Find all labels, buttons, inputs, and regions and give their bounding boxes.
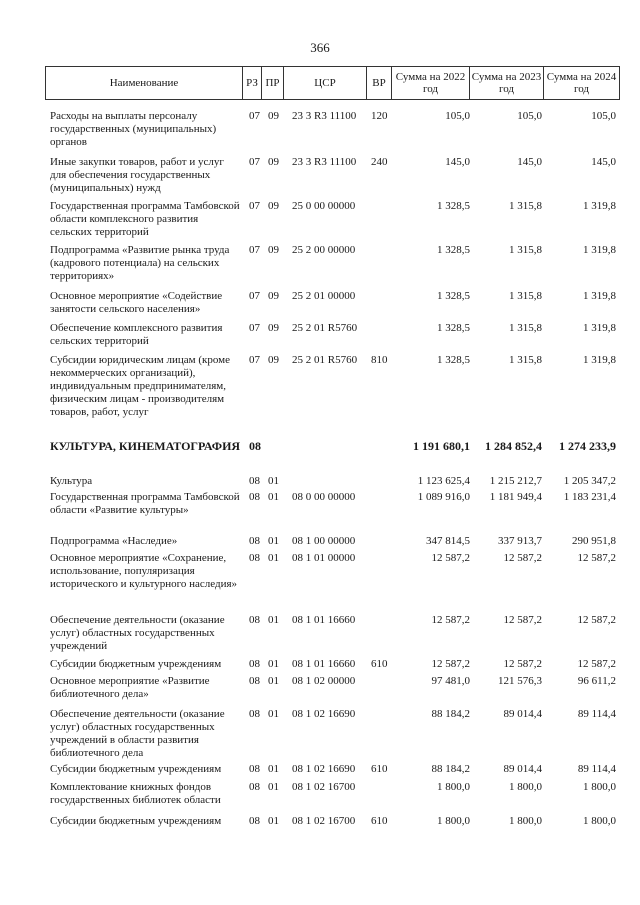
cell-rz: 08 xyxy=(249,815,260,827)
cell-sum-2023: 1 315,8 xyxy=(509,290,542,302)
cell-pr: 09 xyxy=(268,290,279,302)
header-csr: ЦСР xyxy=(284,67,367,99)
cell-sum-2023: 1 800,0 xyxy=(509,815,542,827)
cell-sum-2023: 1 315,8 xyxy=(509,322,542,334)
cell-sum-2023: 1 215 212,7 xyxy=(489,475,542,487)
cell-csr: 08 1 02 16700 xyxy=(292,815,356,827)
cell-name: Обеспечение деятельности (оказание услуг) областных государственных учреждений в области развития библиотечного дела xyxy=(50,708,225,759)
cell-name: Субсидии юридическим лицам (кроме некоммерческих организаций), индивидуальным предпринимателям, физическим лицам - производителям товаров, работ, услуг xyxy=(50,354,231,418)
header-vr: ВР xyxy=(367,67,392,99)
cell-csr: 08 1 02 16690 xyxy=(292,708,356,720)
cell-name: Государственная программа Тамбовской области «Развитие культуры» xyxy=(50,491,240,516)
cell-rz: 08 xyxy=(249,535,260,547)
cell-vr: 240 xyxy=(371,156,388,168)
cell-pr: 01 xyxy=(268,475,279,487)
cell-sum-2023: 1 284 852,4 xyxy=(485,439,542,453)
cell-sum-2024: 1 800,0 xyxy=(583,781,616,793)
cell-sum-2024: 1 205 347,2 xyxy=(563,475,616,487)
cell-sum-2024: 12 587,2 xyxy=(577,614,616,626)
cell-rz: 07 xyxy=(249,322,260,334)
cell-sum-2024: 1 274 233,9 xyxy=(559,439,616,453)
cell-sum-2022: 1 328,5 xyxy=(437,244,470,256)
cell-csr: 08 1 01 16660 xyxy=(292,614,356,626)
cell-sum-2022: 1 089 916,0 xyxy=(417,491,470,503)
cell-vr: 610 xyxy=(371,658,388,670)
cell-name: Обеспечение комплексного развития сельских территорий xyxy=(50,322,223,347)
cell-csr: 08 1 01 16660 xyxy=(292,658,356,670)
cell-pr: 09 xyxy=(268,354,279,366)
cell-pr: 01 xyxy=(268,535,279,547)
cell-rz: 08 xyxy=(249,475,260,487)
cell-vr: 610 xyxy=(371,763,388,775)
cell-csr: 25 2 01 R5760 xyxy=(292,354,358,366)
cell-pr: 01 xyxy=(268,815,279,827)
cell-name: Субсидии бюджетным учреждениям xyxy=(50,658,222,670)
cell-csr: 08 1 02 16700 xyxy=(292,781,356,793)
cell-sum-2024: 12 587,2 xyxy=(577,658,616,670)
cell-rz: 08 xyxy=(249,614,260,626)
cell-name: Государственная программа Тамбовской области комплексного развития сельских территорий xyxy=(50,200,240,238)
cell-name: Обеспечение деятельности (оказание услуг) областных государственных учреждений xyxy=(50,614,225,652)
cell-sum-2024: 1 319,8 xyxy=(583,244,616,256)
cell-sum-2024: 1 319,8 xyxy=(583,290,616,302)
header-sum-2023: Сумма на 2023 год xyxy=(470,67,544,99)
cell-name: Иные закупки товаров, работ и услуг для обеспечения государственных (муниципальных) нужд xyxy=(50,156,224,194)
cell-sum-2024: 1 800,0 xyxy=(583,815,616,827)
cell-sum-2024: 1 319,8 xyxy=(583,322,616,334)
cell-sum-2023: 12 587,2 xyxy=(503,614,542,626)
cell-vr: 810 xyxy=(371,354,388,366)
cell-sum-2023: 89 014,4 xyxy=(503,708,542,720)
cell-sum-2023: 12 587,2 xyxy=(503,658,542,670)
cell-rz: 07 xyxy=(249,244,260,256)
cell-rz: 08 xyxy=(249,708,260,720)
cell-rz: 07 xyxy=(249,354,260,366)
cell-csr: 25 0 00 00000 xyxy=(292,200,356,212)
cell-sum-2024: 290 951,8 xyxy=(572,535,616,547)
cell-sum-2024: 1 183 231,4 xyxy=(563,491,616,503)
cell-sum-2022: 347 814,5 xyxy=(426,535,470,547)
cell-vr: 610 xyxy=(371,815,388,827)
cell-csr: 25 2 01 R5760 xyxy=(292,322,358,334)
cell-sum-2024: 145,0 xyxy=(591,156,616,168)
cell-sum-2022: 145,0 xyxy=(445,156,470,168)
cell-sum-2022: 1 800,0 xyxy=(437,781,470,793)
cell-rz: 08 xyxy=(249,439,261,453)
cell-name: Субсидии бюджетным учреждениям xyxy=(50,763,222,775)
cell-sum-2022: 105,0 xyxy=(445,110,470,122)
cell-sum-2023: 1 315,8 xyxy=(509,200,542,212)
cell-sum-2023: 1 315,8 xyxy=(509,244,542,256)
cell-sum-2023: 89 014,4 xyxy=(503,763,542,775)
cell-rz: 08 xyxy=(249,675,260,687)
cell-sum-2022: 1 328,5 xyxy=(437,290,470,302)
cell-pr: 09 xyxy=(268,156,279,168)
cell-csr: 25 2 01 00000 xyxy=(292,290,356,302)
cell-sum-2022: 1 191 680,1 xyxy=(413,439,470,453)
cell-name: Подпрограмма «Развитие рынка труда (кадрового потенциала) на сельских территориях» xyxy=(50,244,230,282)
cell-sum-2022: 1 328,5 xyxy=(437,322,470,334)
cell-name: Основное мероприятие «Содействие занятости сельского населения» xyxy=(50,290,223,315)
cell-sum-2023: 1 800,0 xyxy=(509,781,542,793)
cell-sum-2024: 89 114,4 xyxy=(577,708,616,720)
cell-name: Основное мероприятие «Сохранение, использование, популяризация исторического и культурного наследия» xyxy=(50,552,238,590)
cell-name: Расходы на выплаты персоналу государственных (муниципальных) органов xyxy=(50,110,217,148)
cell-sum-2022: 88 184,2 xyxy=(431,763,470,775)
cell-sum-2022: 12 587,2 xyxy=(431,658,470,670)
cell-sum-2022: 1 328,5 xyxy=(437,200,470,212)
cell-csr: 23 3 R3 11100 xyxy=(292,110,357,122)
cell-rz: 07 xyxy=(249,110,260,122)
cell-sum-2024: 105,0 xyxy=(591,110,616,122)
cell-rz: 08 xyxy=(249,491,260,503)
page-number: 366 xyxy=(310,40,330,55)
cell-csr: 08 0 00 00000 xyxy=(292,491,356,503)
cell-sum-2024: 96 611,2 xyxy=(577,675,616,687)
cell-sum-2024: 1 319,8 xyxy=(583,200,616,212)
cell-pr: 01 xyxy=(268,675,279,687)
cell-pr: 01 xyxy=(268,781,279,793)
cell-pr: 09 xyxy=(268,110,279,122)
cell-csr: 25 2 00 00000 xyxy=(292,244,356,256)
cell-vr: 120 xyxy=(371,110,388,122)
cell-name: Основное мероприятие «Развитие библиотечного дела» xyxy=(50,675,210,700)
cell-rz: 07 xyxy=(249,156,260,168)
cell-pr: 01 xyxy=(268,552,279,564)
cell-rz: 08 xyxy=(249,658,260,670)
cell-csr: 08 1 02 00000 xyxy=(292,675,356,687)
cell-rz: 07 xyxy=(249,200,260,212)
cell-sum-2024: 1 319,8 xyxy=(583,354,616,366)
cell-sum-2023: 12 587,2 xyxy=(503,552,542,564)
cell-name: КУЛЬТУРА, КИНЕМАТОГРАФИЯ xyxy=(50,439,241,453)
cell-pr: 01 xyxy=(268,614,279,626)
cell-sum-2022: 1 328,5 xyxy=(437,354,470,366)
cell-name: Культура xyxy=(50,475,93,487)
cell-sum-2023: 145,0 xyxy=(517,156,542,168)
cell-sum-2024: 12 587,2 xyxy=(577,552,616,564)
cell-pr: 01 xyxy=(268,708,279,720)
cell-csr: 23 3 R3 11100 xyxy=(292,156,357,168)
cell-rz: 08 xyxy=(249,552,260,564)
cell-sum-2022: 1 800,0 xyxy=(437,815,470,827)
table-header xyxy=(45,66,620,100)
cell-name: Субсидии бюджетным учреждениям xyxy=(50,815,222,827)
cell-sum-2023: 337 913,7 xyxy=(498,535,542,547)
cell-sum-2022: 97 481,0 xyxy=(431,675,470,687)
cell-sum-2022: 12 587,2 xyxy=(431,552,470,564)
cell-rz: 08 xyxy=(249,763,260,775)
cell-sum-2023: 1 181 949,4 xyxy=(489,491,542,503)
cell-pr: 01 xyxy=(268,658,279,670)
cell-sum-2022: 12 587,2 xyxy=(431,614,470,626)
cell-name: Комплектование книжных фондов государственных библиотек области xyxy=(50,781,221,806)
cell-rz: 08 xyxy=(249,781,260,793)
cell-rz: 07 xyxy=(249,290,260,302)
cell-csr: 08 1 01 00000 xyxy=(292,552,356,564)
cell-pr: 01 xyxy=(268,763,279,775)
cell-sum-2022: 88 184,2 xyxy=(431,708,470,720)
cell-sum-2024: 89 114,4 xyxy=(577,763,616,775)
cell-pr: 01 xyxy=(268,491,279,503)
header-rz: РЗ xyxy=(243,67,262,99)
header-sum-2024: Сумма на 2024 год xyxy=(546,71,617,95)
header-name: Наименование xyxy=(46,67,243,99)
cell-csr: 08 1 02 16690 xyxy=(292,763,356,775)
cell-pr: 09 xyxy=(268,200,279,212)
cell-sum-2023: 105,0 xyxy=(517,110,542,122)
header-sum-2022: Сумма на 2022 год xyxy=(392,67,470,99)
cell-pr: 09 xyxy=(268,244,279,256)
cell-sum-2023: 121 576,3 xyxy=(498,675,542,687)
cell-name: Подпрограмма «Наследие» xyxy=(50,535,178,547)
header-pr: ПР xyxy=(262,67,284,99)
cell-sum-2023: 1 315,8 xyxy=(509,354,542,366)
cell-pr: 09 xyxy=(268,322,279,334)
cell-csr: 08 1 00 00000 xyxy=(292,535,356,547)
cell-sum-2022: 1 123 625,4 xyxy=(417,475,470,487)
